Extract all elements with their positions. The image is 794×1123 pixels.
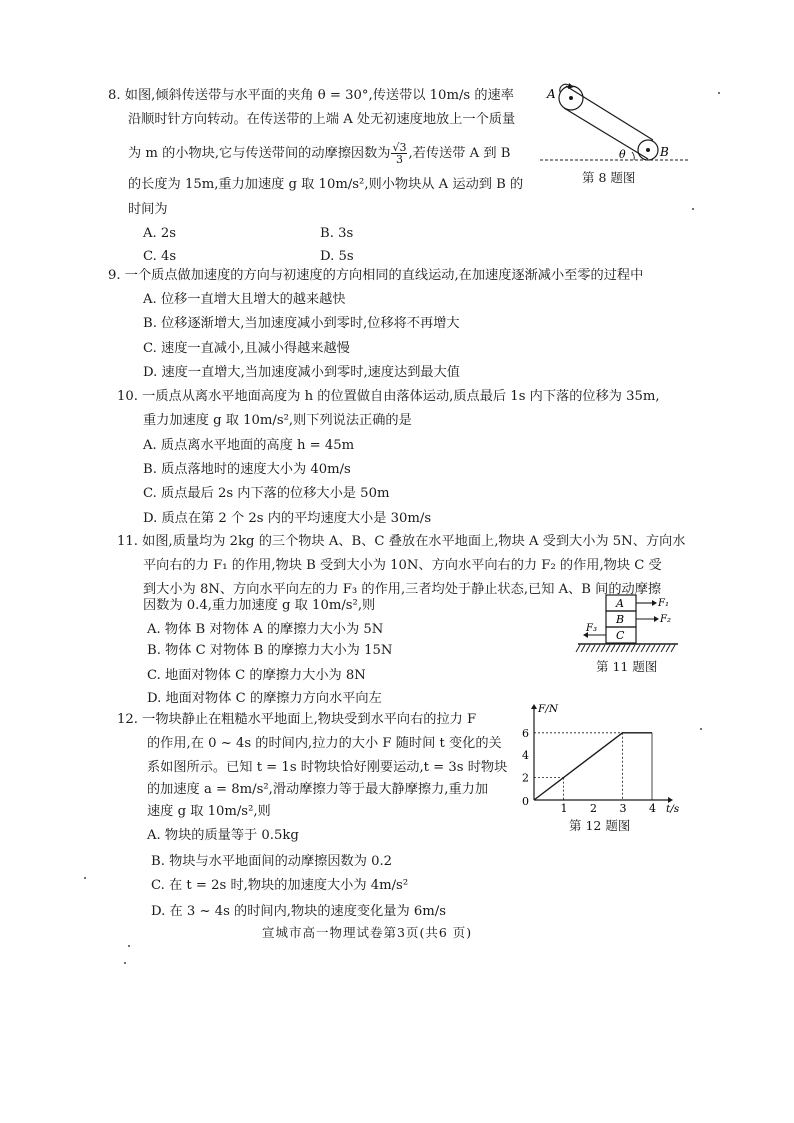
q8-line-4: 的长度为 15m,重力加速度 g 取 10m/s²,则小物块从 A 运动到 B 的 (128, 177, 524, 192)
q8-line-5: 时间为 (128, 202, 168, 217)
hatch-stroke (596, 645, 600, 652)
label-b: B (660, 145, 669, 159)
scan-speck (692, 208, 694, 210)
hatch-stroke (621, 645, 625, 652)
q9-option-a: A. 位移一直增大且增大的越来越快 (143, 292, 346, 307)
q12-line-1: 12. 一物块静止在粗糙水平地面上,物块受到水平向右的拉力 F (117, 712, 477, 727)
scan-speck (700, 728, 702, 730)
q11-option-a: A. 物体 B 对物体 A 的摩擦力大小为 5N (147, 622, 384, 637)
page-footer: 宣城市高一物理试卷第3页(共6 页) (262, 925, 473, 940)
hatch-stroke (661, 645, 665, 652)
y-tick-label: 6 (522, 726, 529, 740)
belt-top-line (566, 86, 653, 140)
ground-hatching (576, 645, 675, 652)
block-b-label: B (616, 613, 625, 626)
origin-label: 0 (522, 795, 529, 808)
belt-bottom-line (564, 108, 648, 159)
q9-option-c: C. 速度一直减小,且减小得越来越慢 (143, 341, 350, 356)
q12-line-2: 的作用,在 0 ~ 4s 的时间内,拉力的大小 F 随时间 t 变化的关 (147, 736, 502, 751)
label-a: A (547, 87, 556, 101)
q12-option-d: D. 在 3 ~ 4s 的时间内,物块的速度变化量为 6m/s (151, 904, 446, 919)
q11-option-d: D. 地面对物体 C 的摩擦力方向水平向左 (147, 691, 382, 706)
q12-option-c: C. 在 t = 2s 时,物块的加速度大小为 4m/s² (151, 878, 409, 893)
scan-speck (124, 962, 126, 964)
q8-option-b: B. 3s (320, 226, 354, 241)
q8-figure-caption: 第 8 题图 (582, 170, 636, 185)
bottom-pulley-axle (646, 148, 650, 152)
f1-label: F₁ (658, 598, 669, 609)
q11-line-2: 平向右的力 F₁ 的作用,物块 B 受到大小为 10N、方向水平向右的力 F₂ 的作用,物块 C 受 (143, 558, 662, 573)
q8-line-3-pre: 为 m 的小物块,它与传送带间的动摩擦因数为 (128, 146, 391, 161)
hatch-stroke (651, 645, 655, 652)
q8-line-2: 沿顺时针方向转动。在传送带的上端 A 处无初速度地放上一个质量 (128, 112, 516, 127)
angle-arc (632, 152, 634, 160)
q8-line-3-post: ,若传送带 A 到 B (408, 146, 511, 161)
x-tick-label: 2 (590, 802, 597, 815)
block-c-label: C (616, 629, 625, 642)
q10-option-c: C. 质点最后 2s 内下落的位移大小是 50m (143, 486, 390, 501)
hatch-stroke (641, 645, 645, 652)
q9-option-d: D. 速度一直增大,当加速度减小到零时,速度达到最大值 (143, 365, 460, 380)
scan-speck (84, 877, 86, 879)
stacked-blocks-figure (574, 590, 704, 658)
q8-option-d: D. 5s (320, 249, 354, 264)
f1-arrowhead-icon (652, 600, 657, 606)
q10-line-1: 10. 一质点从离水平地面高度为 h 的位置做自由落体运动,质点最后 1s 内下落的位移为 35m, (117, 389, 660, 404)
f2-arrowhead-icon (654, 616, 659, 622)
q12-option-a: A. 物块的质量等于 0.5kg (147, 828, 299, 843)
hatch-stroke (611, 645, 615, 652)
q8-option-a: A. 2s (143, 226, 177, 241)
hatch-stroke (576, 645, 580, 652)
hatch-stroke (606, 645, 610, 652)
hatch-stroke (626, 645, 630, 652)
q10-line-2: 重力加速度 g 取 10m/s²,则下列说法正确的是 (143, 413, 412, 428)
hatch-stroke (616, 645, 620, 652)
label-theta: θ (619, 148, 626, 161)
q12-figure-caption: 第 12 题图 (569, 818, 631, 833)
hatch-stroke (646, 645, 650, 652)
q10-option-a: A. 质点离水平地面的高度 h = 45m (143, 438, 355, 453)
q11-figure-caption: 第 11 题图 (596, 659, 658, 674)
x-tick-label: 4 (649, 802, 656, 815)
fraction-denominator: 3 (395, 153, 403, 166)
x-tick-label: 3 (619, 802, 627, 815)
y-tick-label: 4 (522, 749, 529, 763)
hatch-stroke (586, 645, 590, 652)
q11-line-1: 11. 如图,质量均为 2kg 的三个物块 A、B、C 叠放在水平地面上,物块 A 受到大小为 5N、方向水 (117, 534, 686, 549)
hatch-stroke (631, 645, 635, 652)
q11-option-c: C. 地面对物体 C 的摩擦力大小为 8N (147, 668, 366, 683)
conveyor-belt-figure (540, 78, 690, 168)
scan-speck (718, 92, 720, 94)
f2-label: F₂ (660, 614, 671, 625)
force-time-chart (516, 700, 686, 815)
top-pulley-axle (569, 96, 573, 100)
y-axis-label: F/N (538, 703, 559, 715)
q8-option-c: C. 4s (143, 249, 177, 264)
y-tick-label: 2 (522, 771, 529, 785)
q12-line-5: 速度 g 取 10m/s²,则 (147, 804, 271, 819)
fraction-numerator: √3 (392, 141, 407, 154)
q11-line-3: 到大小为 8N、方向水平向左的力 F₃ 的作用,三者均处于静止状态,已知 A、B 间的动摩擦 (143, 582, 662, 597)
hatch-stroke (671, 645, 675, 652)
q11-line-4: 因数为 0.4,重力加速度 g 取 10m/s²,则 (143, 598, 376, 613)
q12-option-b: B. 物块与水平地面间的动摩擦因数为 0.2 (151, 854, 393, 869)
f3-label: F₃ (586, 623, 597, 634)
q10-option-d: D. 质点在第 2 个 2s 内的平均速度大小是 30m/s (143, 511, 432, 526)
scan-speck (128, 945, 130, 947)
q9-stem: 9. 一个质点做加速度的方向与初速度的方向相同的直线运动,在加速度逐渐减小至零的过程中 (108, 268, 644, 283)
q11-option-b: B. 物体 C 对物体 B 的摩擦力大小为 15N (147, 643, 393, 658)
hatch-stroke (601, 645, 605, 652)
x-axis-label: t/s (666, 803, 680, 815)
q12-line-3: 系如图所示。已知 t = 1s 时物块恰好刚要运动,t = 3s 时物块 (147, 760, 508, 775)
hatch-stroke (656, 645, 660, 652)
hatch-stroke (636, 645, 640, 652)
hatch-stroke (666, 645, 670, 652)
q8-line-1: 8. 如图,倾斜传送带与水平面的夹角 θ = 30°,传送带以 10m/s 的速率 (108, 88, 514, 103)
hatch-stroke (591, 645, 595, 652)
block-a-label: A (616, 597, 624, 610)
q8-line-3 (128, 142, 510, 165)
q12-line-4: 的加速度 a = 8m/s²,滑动摩擦力等于最大静摩擦力,重力加 (147, 782, 489, 797)
q10-option-b: B. 质点落地时的速度大小为 40m/s (143, 462, 351, 477)
y-axis-arrow-icon (531, 704, 537, 709)
friction-fraction (391, 142, 407, 165)
force-series-line (534, 733, 652, 800)
x-tick-label: 1 (560, 802, 568, 815)
q9-option-b: B. 位移逐渐增大,当加速度减小到零时,位移将不再增大 (143, 316, 460, 331)
hatch-stroke (581, 645, 585, 652)
